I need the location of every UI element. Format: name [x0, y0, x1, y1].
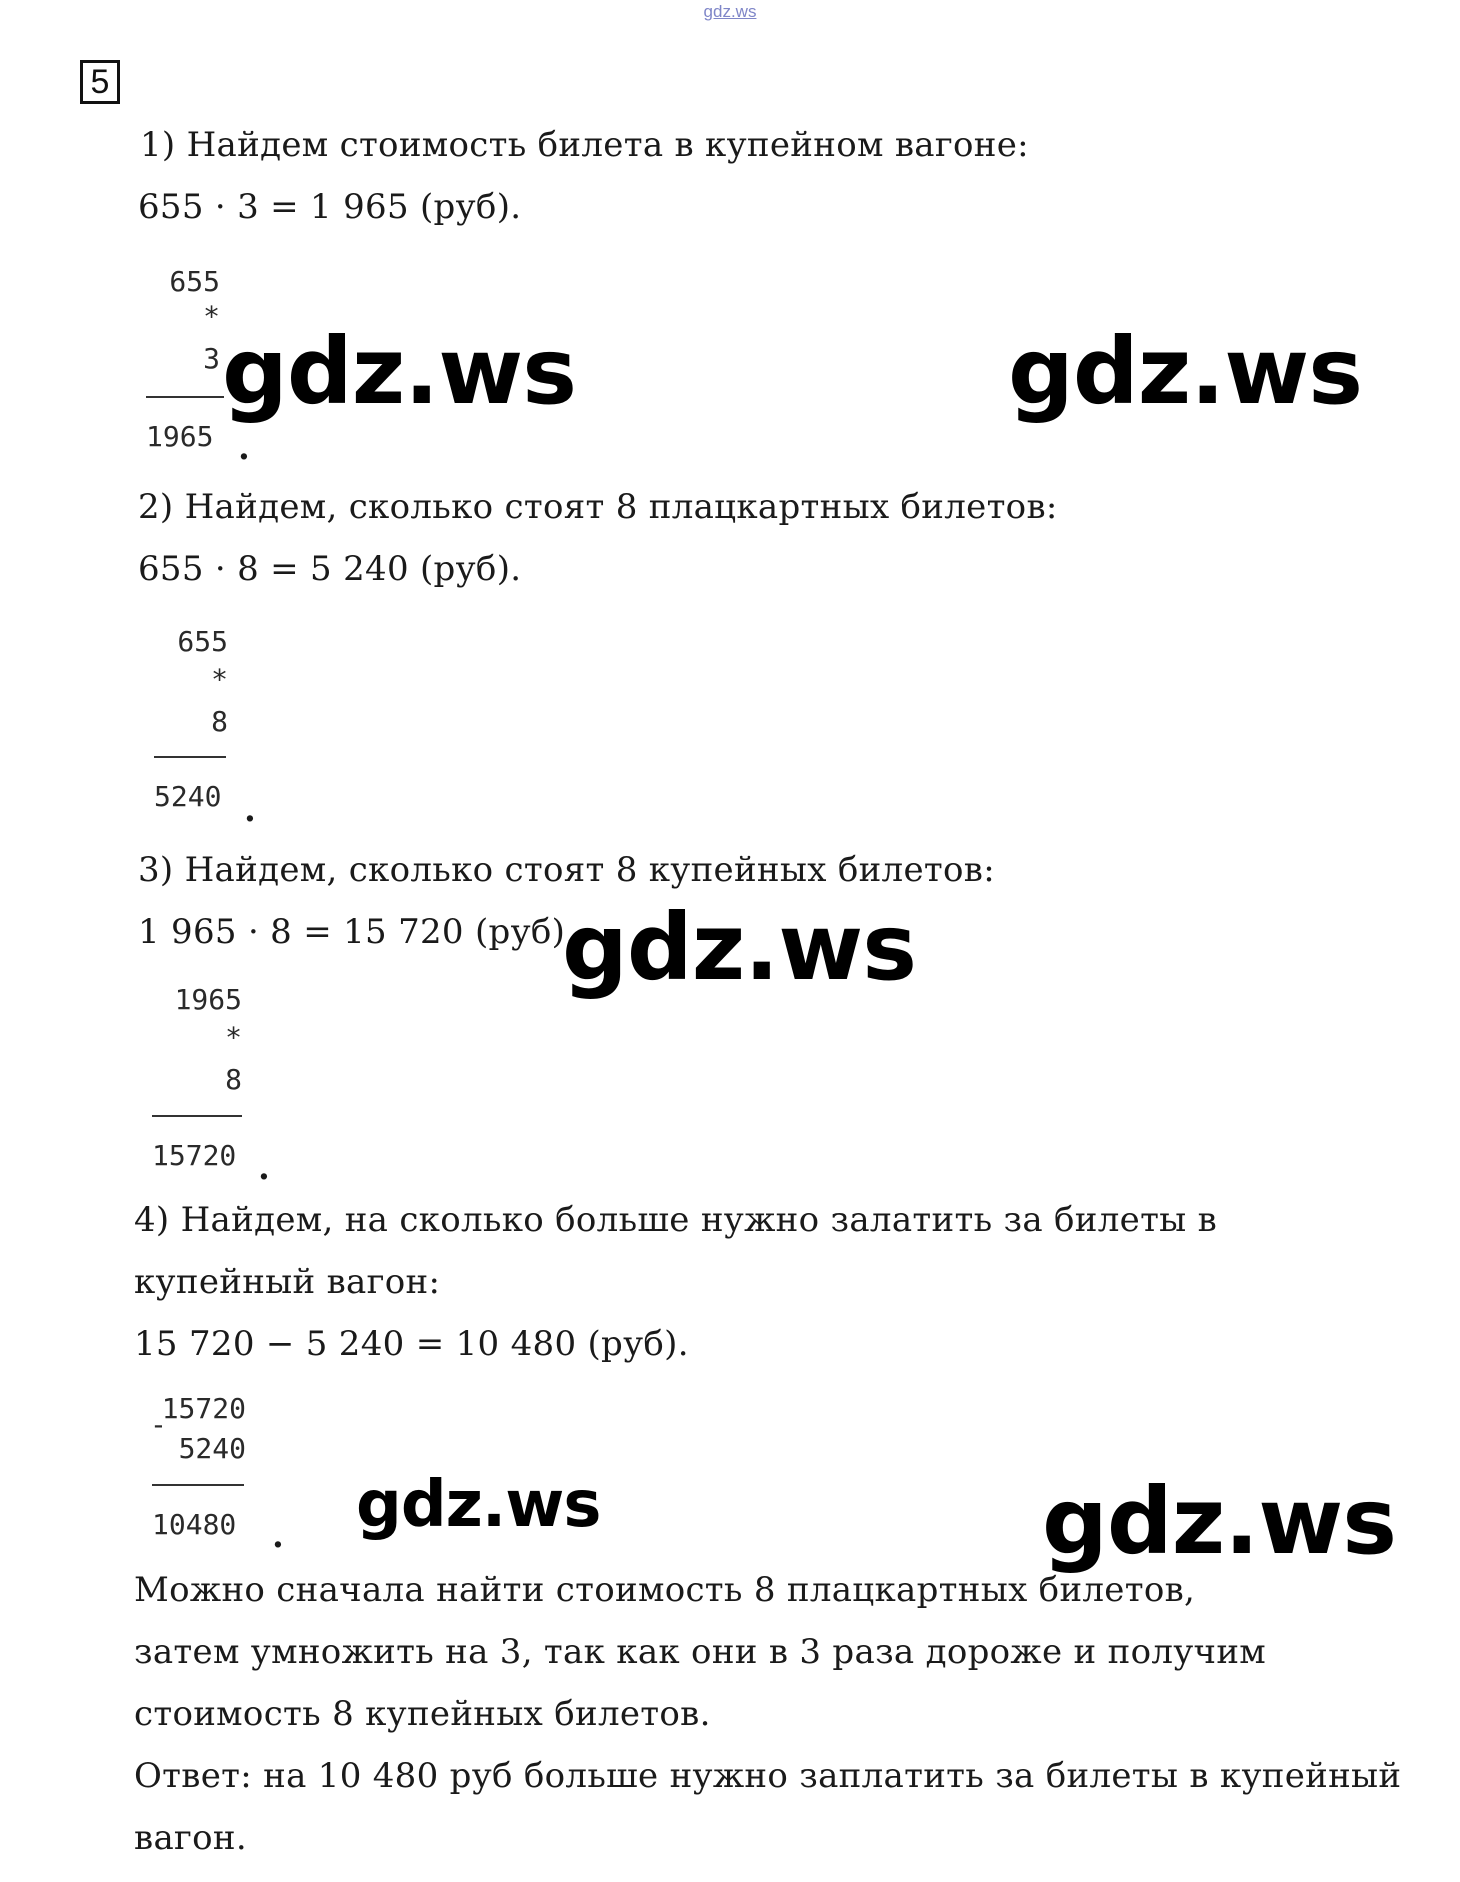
note-line2: затем умножить на 3, так как они в 3 раза дороже и получим	[134, 1632, 1267, 1672]
answer-line1: Ответ: на 10 480 руб больше нужно заплатить за билеты в купейный	[134, 1756, 1402, 1796]
step1-heading: 1) Найдем стоимость билета в купейном вагоне:	[140, 125, 1029, 165]
step3-column-dot: .	[258, 1148, 270, 1188]
step4-column-result: 10480	[152, 1508, 237, 1541]
step2-heading: 2) Найдем, сколько стоят 8 плацкартных билетов:	[138, 487, 1058, 527]
step2-column-dot: .	[244, 790, 256, 830]
step3-column-operator: *	[225, 1021, 242, 1054]
step1-column-second: 3	[203, 342, 220, 375]
step2-column-operator: *	[211, 663, 228, 696]
step3-heading: 3) Найдем, сколько стоят 8 купейных билетов:	[138, 850, 995, 890]
step2-column-result: 5240	[154, 780, 222, 813]
step4-column-operator: -	[150, 1408, 167, 1441]
watermark-overlay-1: gdz.ws	[222, 318, 576, 425]
step3-column-result: 15720	[152, 1139, 237, 1172]
note-line3: стоимость 8 купейных билетов.	[134, 1694, 711, 1734]
watermark-overlay-5: gdz.ws	[1042, 1468, 1396, 1575]
step3-column-top: 1965	[174, 983, 242, 1016]
step4-column-rule	[152, 1484, 244, 1486]
step4-heading-line1: 4) Найдем, на сколько больше нужно залатить за билеты в	[134, 1200, 1218, 1240]
step4-heading-line2: купейный вагон:	[134, 1262, 441, 1302]
step2-column-rule	[154, 756, 226, 758]
step4-column-dot: .	[272, 1516, 284, 1556]
step2-column-top: 655	[177, 625, 228, 658]
step3-column-rule	[152, 1115, 242, 1117]
task-number: 5	[80, 60, 120, 104]
step4-equation: 15 720 − 5 240 = 10 480 (руб).	[134, 1324, 689, 1364]
step2-equation: 655 · 8 = 5 240 (руб).	[138, 549, 522, 589]
step4-column-second: 5240	[178, 1432, 246, 1465]
step1-column-operator: *	[203, 300, 220, 333]
watermark-overlay-2: gdz.ws	[1008, 318, 1362, 425]
step3-column-second: 8	[225, 1063, 242, 1096]
step4-column-top: 15720	[161, 1392, 246, 1425]
step2-column-second: 8	[211, 705, 228, 738]
answer-line2: вагон.	[134, 1818, 247, 1858]
step1-column-rule	[146, 396, 224, 398]
step1-column-dot: .	[238, 428, 250, 468]
note-line1: Можно сначала найти стоимость 8 плацкартных билетов,	[134, 1570, 1196, 1610]
step1-equation: 655 · 3 = 1 965 (руб).	[138, 187, 522, 227]
top-watermark: gdz.ws	[703, 2, 757, 21]
watermark-overlay-4: gdz.ws	[356, 1468, 601, 1542]
step1-column-top: 655	[169, 265, 220, 298]
watermark-overlay-3: gdz.ws	[562, 894, 916, 1001]
step3-equation: 1 965 · 8 = 15 720 (руб).	[138, 912, 577, 952]
step1-column-result: 1965	[146, 420, 214, 453]
